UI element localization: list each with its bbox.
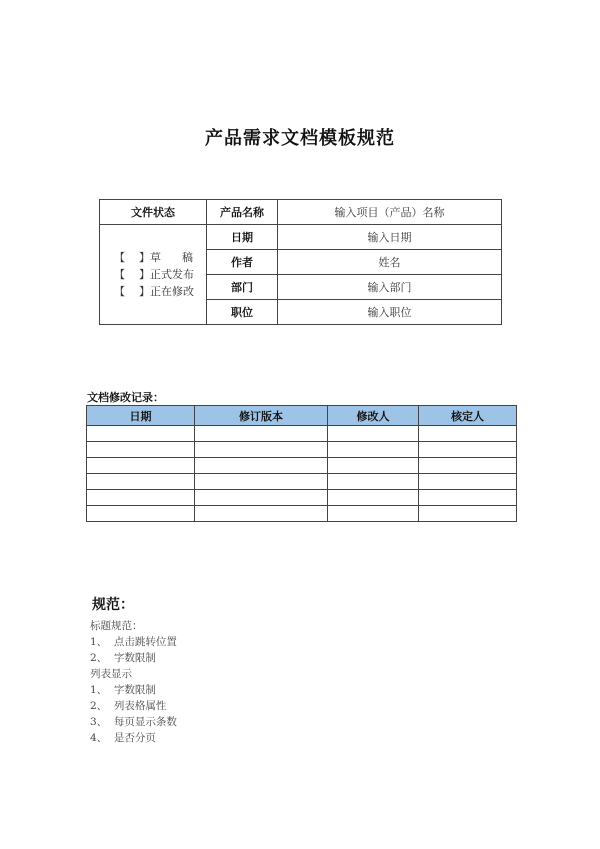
table-row — [87, 458, 517, 474]
info-label: 作者 — [207, 250, 278, 275]
table-cell[interactable] — [87, 442, 195, 458]
list-item: 3、 每页显示条数 — [90, 716, 177, 728]
list-item: 1、 字数限制 — [90, 684, 156, 696]
column-header-approver: 核定人 — [419, 406, 517, 426]
table-cell[interactable] — [328, 506, 419, 522]
column-header-date: 日期 — [87, 406, 195, 426]
table-cell[interactable] — [195, 458, 328, 474]
status-option-modifying[interactable]: 【 】正在修改 — [114, 285, 194, 298]
table-cell[interactable] — [328, 474, 419, 490]
revision-record-table — [86, 405, 517, 522]
column-header-modifier: 修改人 — [328, 406, 419, 426]
table-cell[interactable] — [195, 442, 328, 458]
list-item: 标题规范： — [90, 620, 143, 632]
status-header-cell: 文件状态 — [100, 200, 207, 225]
table-cell[interactable] — [328, 426, 419, 442]
info-value[interactable]: 姓名 — [278, 250, 502, 275]
info-value[interactable]: 输入部门 — [278, 275, 502, 300]
info-label: 产品名称 — [207, 200, 278, 225]
table-cell[interactable] — [87, 458, 195, 474]
table-cell[interactable] — [87, 506, 195, 522]
table-cell[interactable] — [195, 474, 328, 490]
table-cell[interactable] — [87, 474, 195, 490]
table-cell[interactable] — [195, 490, 328, 506]
list-item: 列表显示 — [90, 668, 132, 680]
table-row — [87, 506, 517, 522]
info-row-date — [100, 225, 502, 250]
info-value[interactable]: 输入日期 — [278, 225, 502, 250]
table-row — [87, 442, 517, 458]
list-item: 1、 点击跳转位置 — [90, 636, 177, 648]
info-value[interactable]: 输入项目（产品）名称 — [278, 200, 502, 225]
revision-record-label: 文档修改记录： — [87, 391, 164, 404]
table-row — [87, 474, 517, 490]
status-option-released[interactable]: 【 】正式发布 — [114, 268, 194, 281]
list-item: 2、 字数限制 — [90, 652, 156, 664]
table-cell[interactable] — [195, 506, 328, 522]
table-cell[interactable] — [419, 490, 517, 506]
info-label: 职位 — [207, 300, 278, 325]
info-label: 部门 — [207, 275, 278, 300]
table-cell[interactable] — [419, 426, 517, 442]
list-item: 2、 列表格属性 — [90, 700, 167, 712]
table-cell[interactable] — [419, 474, 517, 490]
status-options-cell — [100, 225, 207, 325]
table-cell[interactable] — [87, 426, 195, 442]
table-row — [87, 426, 517, 442]
info-value[interactable]: 输入职位 — [278, 300, 502, 325]
status-option-draft[interactable]: 【 】草 稿 — [114, 251, 193, 264]
table-cell[interactable] — [195, 426, 328, 442]
table-cell[interactable] — [328, 458, 419, 474]
table-cell[interactable] — [419, 442, 517, 458]
document-title: 产品需求文档模板规范 — [205, 128, 395, 149]
revision-header-row — [87, 406, 517, 426]
column-header-version: 修订版本 — [195, 406, 328, 426]
info-label: 日期 — [207, 225, 278, 250]
info-row-product-name — [100, 200, 502, 225]
table-cell[interactable] — [87, 490, 195, 506]
table-cell[interactable] — [419, 458, 517, 474]
list-item: 4、 是否分页 — [90, 732, 156, 744]
document-info-table — [99, 199, 502, 325]
spec-heading: 规范： — [92, 597, 134, 613]
table-cell[interactable] — [328, 490, 419, 506]
spec-list — [90, 618, 177, 746]
table-row — [87, 490, 517, 506]
table-cell[interactable] — [419, 506, 517, 522]
table-cell[interactable] — [328, 442, 419, 458]
